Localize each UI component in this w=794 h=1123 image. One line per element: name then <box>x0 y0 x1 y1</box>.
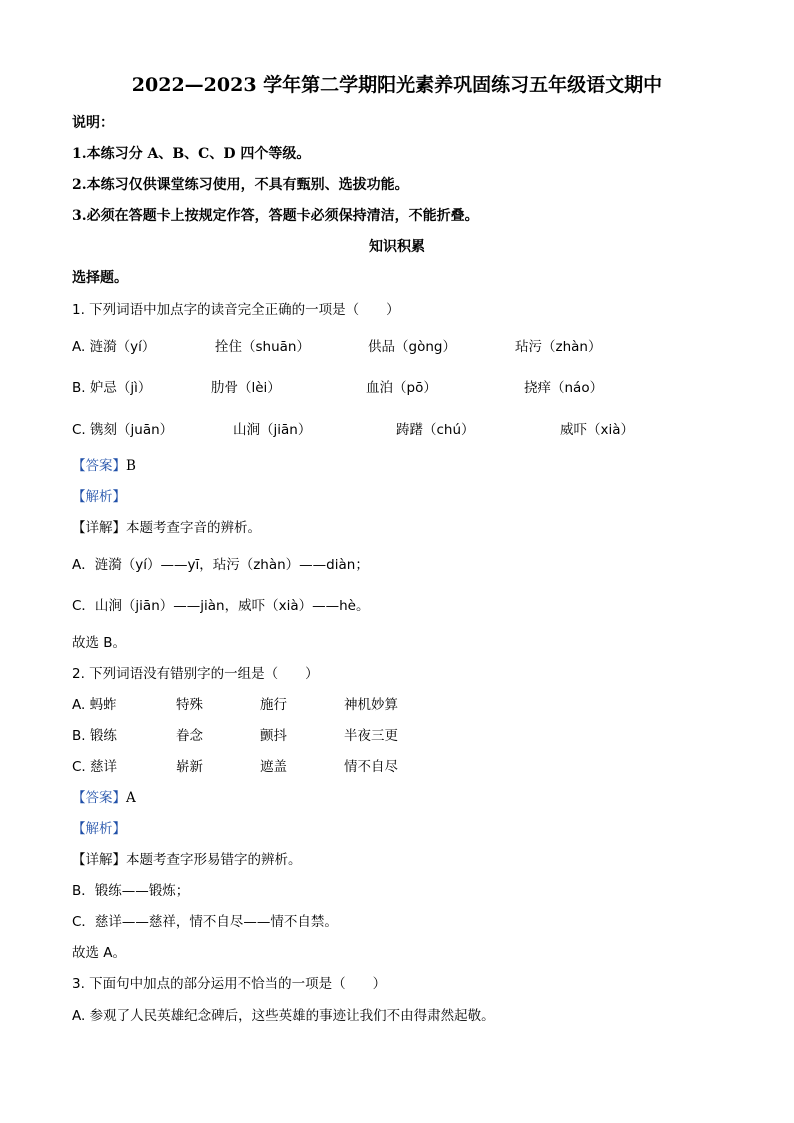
q3-stem: 3. 下面句中加点的部分运用不恰当的一项是（ ） <box>72 976 387 992</box>
answer-value: B <box>126 458 136 474</box>
q1-option-c-3: 踌躇（chú） <box>396 422 475 438</box>
q2-option-a-1: A. 蚂蚱 <box>72 697 117 713</box>
q1-detail <box>72 516 261 536</box>
q2-option-b-2: 眷念 <box>176 728 203 744</box>
q2-option-c-4: 情不自尽 <box>344 759 398 775</box>
q1-option-c-1: C. 镌刻（juān） <box>72 422 174 438</box>
q1-option-b-4: 挠痒（náo） <box>524 380 604 396</box>
section-subtitle: 选择题。 <box>72 270 128 286</box>
detail-tag: 【详解】 <box>72 520 126 536</box>
q1-option-a-1: A. 涟漪（yí） <box>72 339 156 355</box>
q2-option-a-2: 特殊 <box>176 697 203 713</box>
q2-option-b-4: 半夜三更 <box>344 728 398 744</box>
q1-option-c-4: 威吓（xià） <box>560 422 635 438</box>
detail-tag: 【详解】 <box>72 852 126 868</box>
q2-analysis-tag: 【解析】 <box>72 821 126 837</box>
section-title: 知识积累 <box>369 239 425 255</box>
detail-text: 本题考查字形易错字的辨析。 <box>126 852 302 868</box>
q1-option-c-2: 山涧（jiān） <box>233 422 312 438</box>
answer-value: A <box>126 790 136 806</box>
q2-option-b-3: 颤抖 <box>260 728 287 744</box>
q1-option-b-3: 血泊（pō） <box>366 380 437 396</box>
q2-option-c-2: 崭新 <box>176 759 203 775</box>
answer-tag: 【答案】 <box>72 790 126 806</box>
q1-explain-a: A．涟漪（yí）——yī，玷污（zhàn）——diàn； <box>72 557 369 573</box>
intro-item-3: 3.必须在答题卡上按规定作答，答题卡必须保持清洁，不能折叠。 <box>72 208 479 224</box>
q2-stem: 2. 下列词语没有错别字的一组是（ ） <box>72 666 319 682</box>
q1-option-a-4: 玷污（zhàn） <box>515 339 602 355</box>
q2-detail <box>72 848 302 868</box>
q2-answer <box>72 786 136 806</box>
q1-option-a-2: 拴住（shuān） <box>215 339 310 355</box>
q2-explain-c: C．慈详——慈祥，情不自尽——情不自禁。 <box>72 914 338 930</box>
q2-explain-b: B．锻练——锻炼； <box>72 883 190 899</box>
intro-item-2: 2.本练习仅供课堂练习使用，不具有甄别、选拔功能。 <box>72 177 409 193</box>
q2-option-a-4: 神机妙算 <box>344 697 398 713</box>
q1-explain-c: C．山涧（jiān）——jiàn，威吓（xià）——hè。 <box>72 598 370 614</box>
q1-answer <box>72 454 136 474</box>
answer-tag: 【答案】 <box>72 458 126 474</box>
q2-option-b-1: B. 锻练 <box>72 728 117 744</box>
q1-conclusion: 故选 B。 <box>72 635 127 651</box>
q1-option-b-1: B. 妒忌（jì） <box>72 380 152 396</box>
q2-option-a-3: 施行 <box>260 697 287 713</box>
intro-item-1: 1.本练习分 A、B、C、D 四个等级。 <box>72 146 311 162</box>
q1-stem: 1. 下列词语中加点字的读音完全正确的一项是（ ） <box>72 302 400 318</box>
q2-conclusion: 故选 A。 <box>72 945 127 961</box>
q2-option-c-1: C. 慈详 <box>72 759 118 775</box>
detail-text: 本题考查字音的辨析。 <box>126 520 261 536</box>
q3-option-a: A. 参观了人民英雄纪念碑后，这些英雄的事迹让我们不由得肃然起敬。 <box>72 1008 495 1024</box>
intro-heading: 说明： <box>72 115 114 131</box>
q1-analysis-tag: 【解析】 <box>72 489 126 505</box>
q1-option-b-2: 肋骨（lèi） <box>211 380 281 396</box>
page-title: 2022—2023 学年第二学期阳光素养巩固练习五年级语文期中 <box>131 74 663 96</box>
q2-option-c-3: 遮盖 <box>260 759 287 775</box>
q1-option-a-3: 供品（gòng） <box>368 339 456 355</box>
